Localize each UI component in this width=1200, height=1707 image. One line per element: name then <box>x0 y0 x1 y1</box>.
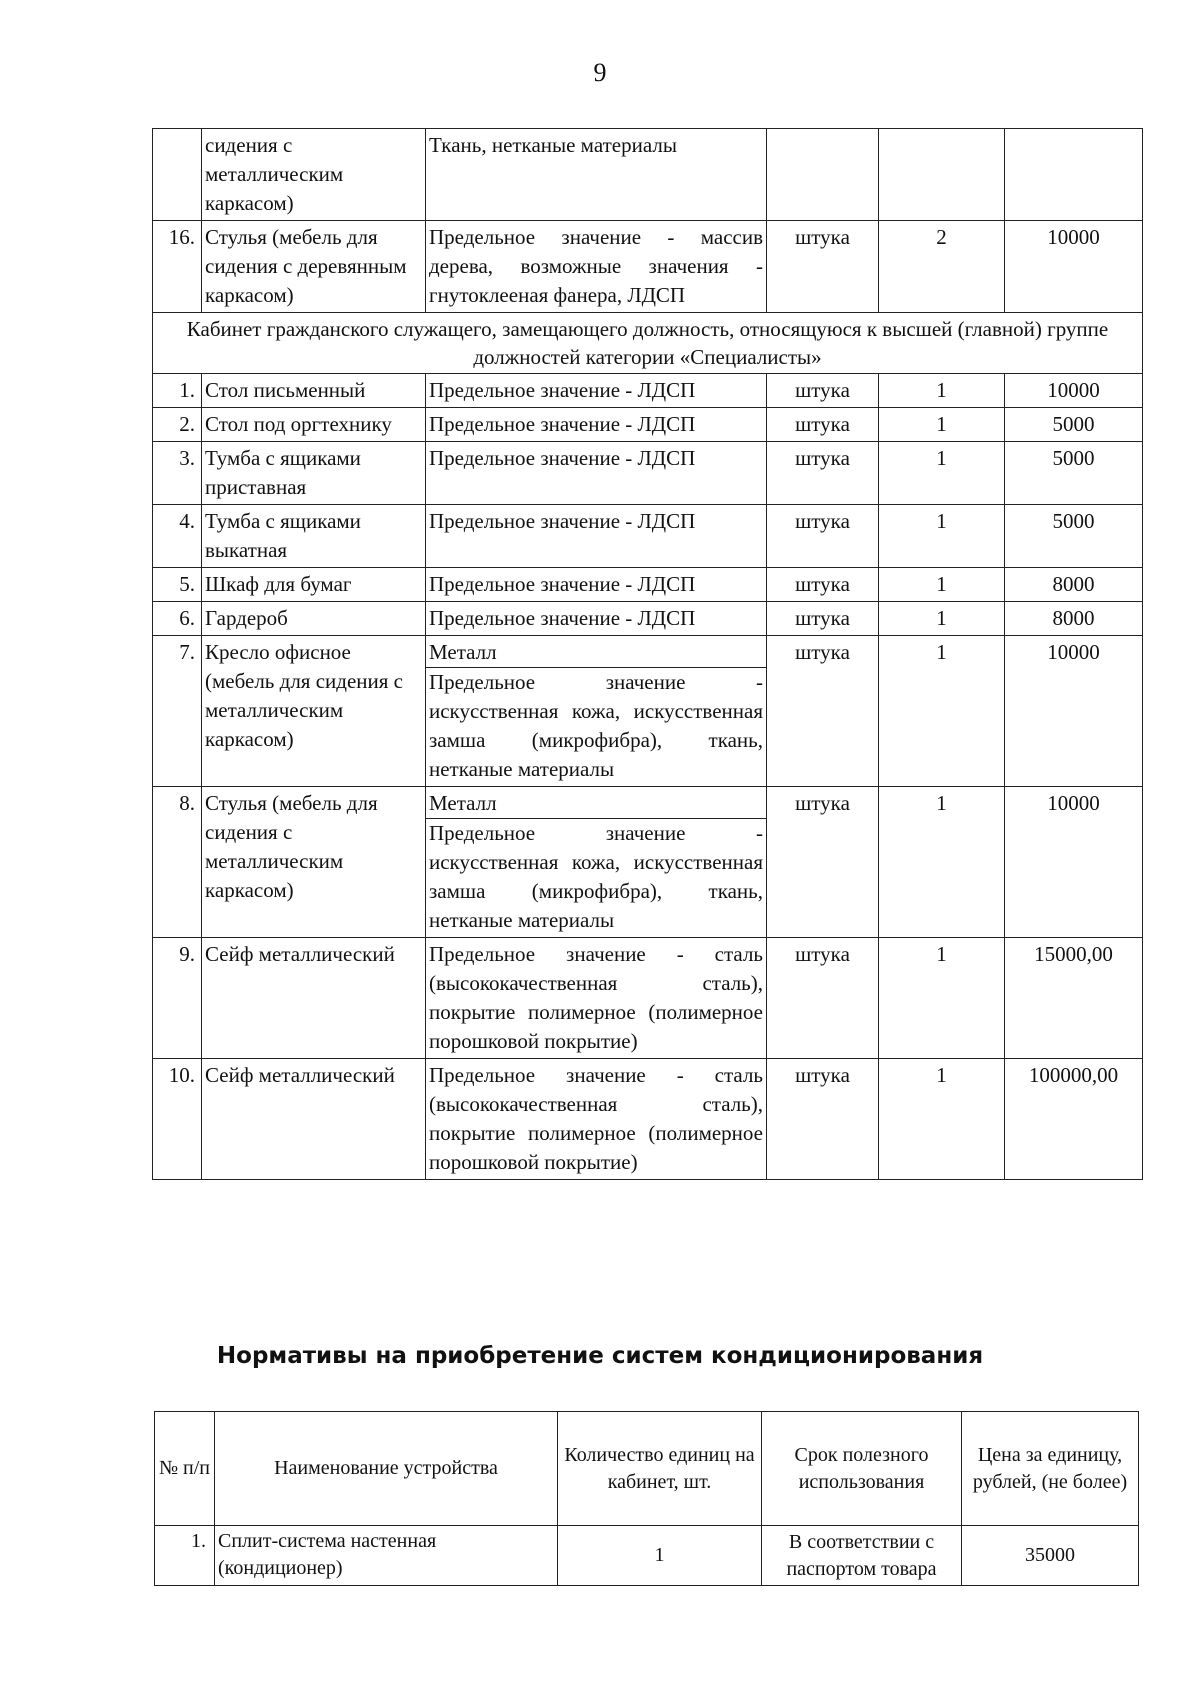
material-part: Металл <box>426 789 766 819</box>
item-price: 10000 <box>1005 636 1143 787</box>
ac-table <box>154 1411 1139 1586</box>
item-quantity: 1 <box>879 602 1005 636</box>
item-price: 5000 <box>1005 442 1143 505</box>
item-price: 100000,00 <box>1005 1059 1143 1180</box>
material-part: Предельное значение - ЛДСП <box>429 378 696 402</box>
material-part: Предельное значение - искусственная кожа, искусственная замша (микрофибра), ткань, нетканые материалы <box>429 670 763 781</box>
table-row <box>153 221 1143 313</box>
item-price: 8000 <box>1005 568 1143 602</box>
ac-header-row <box>155 1412 1139 1526</box>
item-material <box>426 221 767 313</box>
section-row <box>153 313 1143 374</box>
item-material <box>426 568 767 602</box>
item-material <box>426 602 767 636</box>
item-quantity: 1 <box>879 408 1005 442</box>
item-quantity: 1 <box>879 442 1005 505</box>
item-quantity: 1 <box>879 505 1005 568</box>
material-part: Предельное значение - ЛДСП <box>429 412 696 436</box>
ac-header-num: № п/п <box>155 1412 215 1526</box>
table-row <box>153 938 1143 1059</box>
table-row <box>153 442 1143 505</box>
item-material <box>426 374 767 408</box>
item-material <box>426 129 767 221</box>
row-number: 5. <box>153 568 202 602</box>
item-name: Гардероб <box>202 602 426 636</box>
table-row <box>153 602 1143 636</box>
row-number: 7. <box>153 636 202 787</box>
item-price: 8000 <box>1005 602 1143 636</box>
item-price: 5000 <box>1005 408 1143 442</box>
item-unit: штука <box>767 221 879 313</box>
ac-row-name: Сплит-система настенная (кондиционер) <box>215 1526 558 1586</box>
item-unit: штука <box>767 602 879 636</box>
item-unit: штука <box>767 787 879 938</box>
ac-row <box>155 1526 1139 1586</box>
item-name: Стулья (мебель для сидения с деревянным каркасом) <box>202 221 426 313</box>
item-price <box>1005 129 1143 221</box>
material-part: Ткань, нетканые материалы <box>429 133 677 157</box>
item-price: 5000 <box>1005 505 1143 568</box>
item-name: Тумба с ящиками приставная <box>202 442 426 505</box>
item-unit: штука <box>767 408 879 442</box>
item-material <box>426 1059 767 1180</box>
item-material <box>426 505 767 568</box>
item-unit: штука <box>767 636 879 787</box>
row-number: 6. <box>153 602 202 636</box>
table-row <box>153 129 1143 221</box>
item-name: Шкаф для бумаг <box>202 568 426 602</box>
furniture-table <box>152 128 1143 1180</box>
item-unit: штука <box>767 442 879 505</box>
ac-row-qty: 1 <box>558 1526 762 1586</box>
item-quantity: 1 <box>879 1059 1005 1180</box>
item-unit: штука <box>767 1059 879 1180</box>
table-row <box>153 374 1143 408</box>
item-quantity: 1 <box>879 568 1005 602</box>
item-quantity: 1 <box>879 636 1005 787</box>
item-unit <box>767 129 879 221</box>
item-price: 10000 <box>1005 374 1143 408</box>
item-material <box>426 408 767 442</box>
ac-header-qty: Количество единиц на кабинет, шт. <box>558 1412 762 1526</box>
item-material <box>426 787 767 938</box>
item-name: Стулья (мебель для сидения с металлическим каркасом) <box>202 787 426 938</box>
row-number: 2. <box>153 408 202 442</box>
item-material <box>426 636 767 787</box>
item-name: Сейф металлический <box>202 938 426 1059</box>
item-unit: штука <box>767 505 879 568</box>
row-number: 16. <box>153 221 202 313</box>
ac-row-price: 35000 <box>962 1526 1139 1586</box>
material-part: Предельное значение - сталь (высококачественная сталь), покрытие полимерное (полимерное порошковой покрытие) <box>429 1063 763 1174</box>
ac-heading: Нормативы на приобретение систем кондиционирования <box>216 1343 984 1369</box>
row-number: 8. <box>153 787 202 938</box>
material-part: Предельное значение - ЛДСП <box>429 509 696 533</box>
ac-row-num: 1. <box>155 1526 215 1586</box>
material-part: Предельное значение - ЛДСП <box>429 572 696 596</box>
material-part: Предельное значение - ЛДСП <box>429 446 696 470</box>
ac-header-price: Цена за единицу, рублей, (не более) <box>962 1412 1139 1526</box>
material-part: Металл <box>426 638 766 668</box>
material-part: Предельное значение - ЛДСП <box>429 606 696 630</box>
table-row <box>153 568 1143 602</box>
item-quantity <box>879 129 1005 221</box>
item-quantity: 1 <box>879 938 1005 1059</box>
material-part: Предельное значение - массив дерева, возможные значения - гнутоклееная фанера, ЛДСП <box>429 225 763 307</box>
item-unit: штука <box>767 374 879 408</box>
row-number: 10. <box>153 1059 202 1180</box>
table-row <box>153 636 1143 787</box>
item-name: Сейф металлический <box>202 1059 426 1180</box>
item-price: 15000,00 <box>1005 938 1143 1059</box>
material-part: Предельное значение - искусственная кожа, искусственная замша (микрофибра), ткань, нетканые материалы <box>429 821 763 932</box>
item-name: Стол под оргтехнику <box>202 408 426 442</box>
page-number: 9 <box>593 58 607 87</box>
item-price: 10000 <box>1005 787 1143 938</box>
item-quantity: 1 <box>879 374 1005 408</box>
table-row <box>153 408 1143 442</box>
row-number: 4. <box>153 505 202 568</box>
ac-header-term: Срок полезного использования <box>762 1412 962 1526</box>
item-name: сидения с металлическим каркасом) <box>202 129 426 221</box>
item-price: 10000 <box>1005 221 1143 313</box>
item-name: Тумба с ящиками выкатная <box>202 505 426 568</box>
row-number: 1. <box>153 374 202 408</box>
ac-row-term: В соответствии с паспортом товара <box>762 1526 962 1586</box>
table-row <box>153 505 1143 568</box>
item-name: Кресло офисное (мебель для сидения с металлическим каркасом) <box>202 636 426 787</box>
ac-header-name: Наименование устройства <box>215 1412 558 1526</box>
item-material <box>426 442 767 505</box>
item-name: Стол письменный <box>202 374 426 408</box>
section-title: Кабинет гражданского служащего, замещающего должность, относящуюся к высшей (главной) группе должностей категории «Специалисты» <box>153 313 1143 374</box>
row-number <box>153 129 202 221</box>
table-row <box>153 1059 1143 1180</box>
item-quantity: 2 <box>879 221 1005 313</box>
material-part: Предельное значение - сталь (высококачественная сталь), покрытие полимерное (полимерное порошковой покрытие) <box>429 942 763 1053</box>
table-row <box>153 787 1143 938</box>
row-number: 3. <box>153 442 202 505</box>
item-quantity: 1 <box>879 787 1005 938</box>
item-unit: штука <box>767 568 879 602</box>
item-material <box>426 938 767 1059</box>
row-number: 9. <box>153 938 202 1059</box>
item-unit: штука <box>767 938 879 1059</box>
